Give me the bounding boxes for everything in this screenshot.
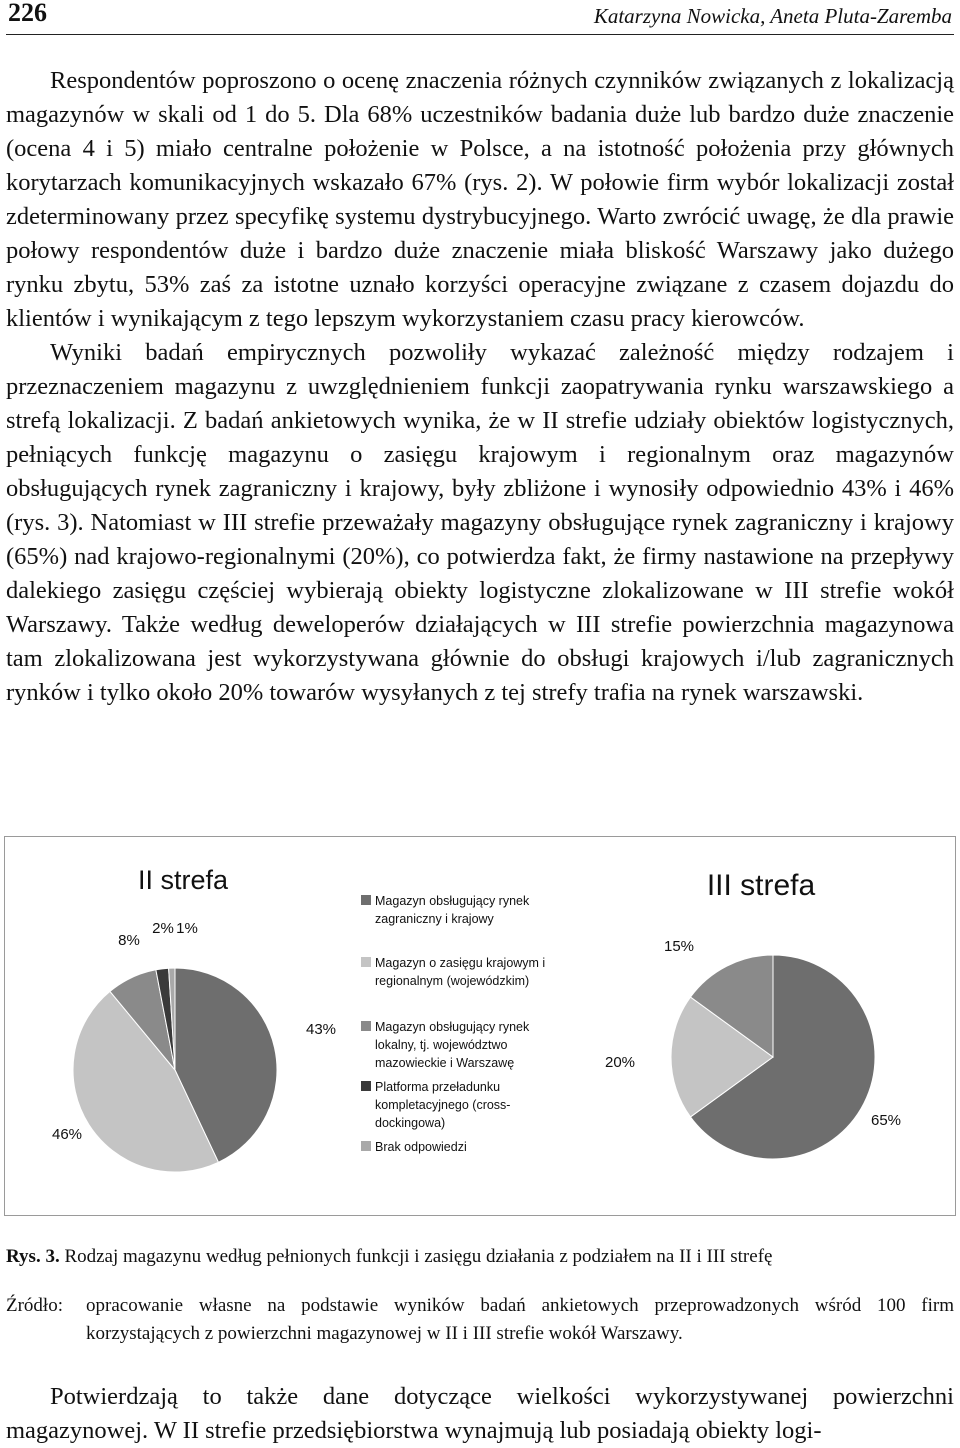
figure-chart [4, 836, 956, 1216]
legend-label: kompletacyjnego (cross- [375, 1098, 511, 1112]
page-header [6, 0, 954, 35]
figure-caption [6, 1246, 954, 1268]
figure-source [6, 1292, 954, 1348]
chart-title: III strefa [706, 869, 816, 902]
chart-title: II strefa [137, 865, 229, 895]
paragraph: Potwierdzają to także dane dotyczące wielkości wykorzystywanej powierzchni magazynowej. W II strefie przedsiębiorstwa wynajmują lub posiadają obiekty logi- [6, 1383, 954, 1444]
paragraph: Respondentów poproszono o ocenę znaczenia różnych czynników związanych z lokalizacją magazynów w skali od 1 do 5. Dla 68% uczestników badania duże lub bardzo duże znaczenie (ocena 4 i 5) miało centralne położenie w Polsce, a na istotność położenia przy głównych korytarzach komunikacyjnych wskazało 67% (rys. 2). W połowie firm wybór lokalizacji został zdeterminowany przez specyfikę systemu dystrybucyjnego. Warto zwrócić uwagę, że dla prawie połowy respondentów duże i bardzo duże znaczenie miała bliskość Warszawy jako dużego rynku zbytu, 53% zaś za istotne uznało korzyści operacyjne związane z czasem dojazdu do klientów i wynikającym z tego lepszym wykorzystaniem czasu pracy kierowców. [6, 67, 954, 332]
data-label: 46% [51, 1126, 83, 1143]
source-label: Źródło: [6, 1295, 63, 1316]
legend-label: Magazyn obsługujący rynek [375, 1020, 530, 1034]
legend-label: Brak odpowiedzi [375, 1140, 467, 1154]
legend-label: lokalny, tj. województwo [375, 1038, 508, 1052]
legend-label: dockingowa) [375, 1116, 446, 1130]
data-label: 65% [870, 1112, 902, 1129]
data-label: 15% [663, 938, 695, 955]
legend-swatch [361, 1141, 371, 1151]
data-label: 20% [604, 1054, 636, 1071]
legend-label: mazowieckie i Warszawę [375, 1056, 515, 1070]
page-number: 226 [8, 0, 47, 27]
caption-label: Rys. 3. [6, 1246, 60, 1267]
running-head-authors: Katarzyna Nowicka, Aneta Pluta-Zaremba [593, 4, 952, 28]
data-label: 8% [118, 932, 140, 949]
legend-label: Magazyn obsługujący rynek [375, 894, 530, 908]
legend-label: zagraniczny i krajowy [375, 912, 494, 926]
body-text [6, 64, 954, 710]
data-label: 2% [152, 920, 174, 937]
legend-label: Magazyn o zasięgu krajowym i [375, 956, 546, 970]
legend-swatch [361, 957, 371, 967]
source-text: opracowanie własne na podstawie wyników badań ankietowych przeprowadzonych wśród 100 firm korzystających z powierzchni magazynowej w II i III strefie wokół Warszawy. [86, 1295, 954, 1344]
pie-charts-svg [5, 837, 955, 1215]
legend-swatch [361, 1021, 371, 1031]
data-label: 1% [176, 920, 198, 937]
caption-text: Rodzaj magazynu według pełnionych funkcji i zasięgu działania z podziałem na II i III strefę [64, 1246, 773, 1267]
legend-swatch [361, 895, 371, 905]
legend-label: regionalnym (wojewódzkim) [375, 974, 530, 988]
bottom-text [6, 1380, 954, 1448]
paragraph: Wyniki badań empirycznych pozwoliły wykazać zależność między rodzajem i przeznaczeniem magazynu z uwzględnieniem funkcji zaopatrywania rynku warszawskiego a strefą lokalizacji. Z badań ankietowych wynika, że w II strefie udziały obiektów logistycznych, pełniących funkcję magazynu o zasięgu krajowym i regionalnym oraz magazynów obsługujących rynek zagraniczny i krajowy, były zbliżone i wynosiły odpowiednio 43% i 46% (rys. 3). Natomiast w III strefie przeważały magazyny obsługujące rynek zagraniczny i krajowy (65%) nad krajowo-regionalnymi (20%), co potwierdza fakt, że firmy nastawione na przepływy dalekiego zasięgu częściej wybierają obiekty logistyczne zlokalizowane w III strefie wokół Warszawy. Także według deweloperów działających w III strefie powierzchnia magazynowa tam zlokalizowana jest wykorzystywana głównie do obsługi krajowych i/lub zagranicznych rynków i tylko około 20% towarów wysyłanych z tej strefy trafia na rynek warszawski. [6, 339, 954, 706]
legend-label: Platforma przeładunku [375, 1080, 501, 1094]
data-label: 43% [305, 1021, 337, 1038]
legend-swatch [361, 1081, 371, 1091]
